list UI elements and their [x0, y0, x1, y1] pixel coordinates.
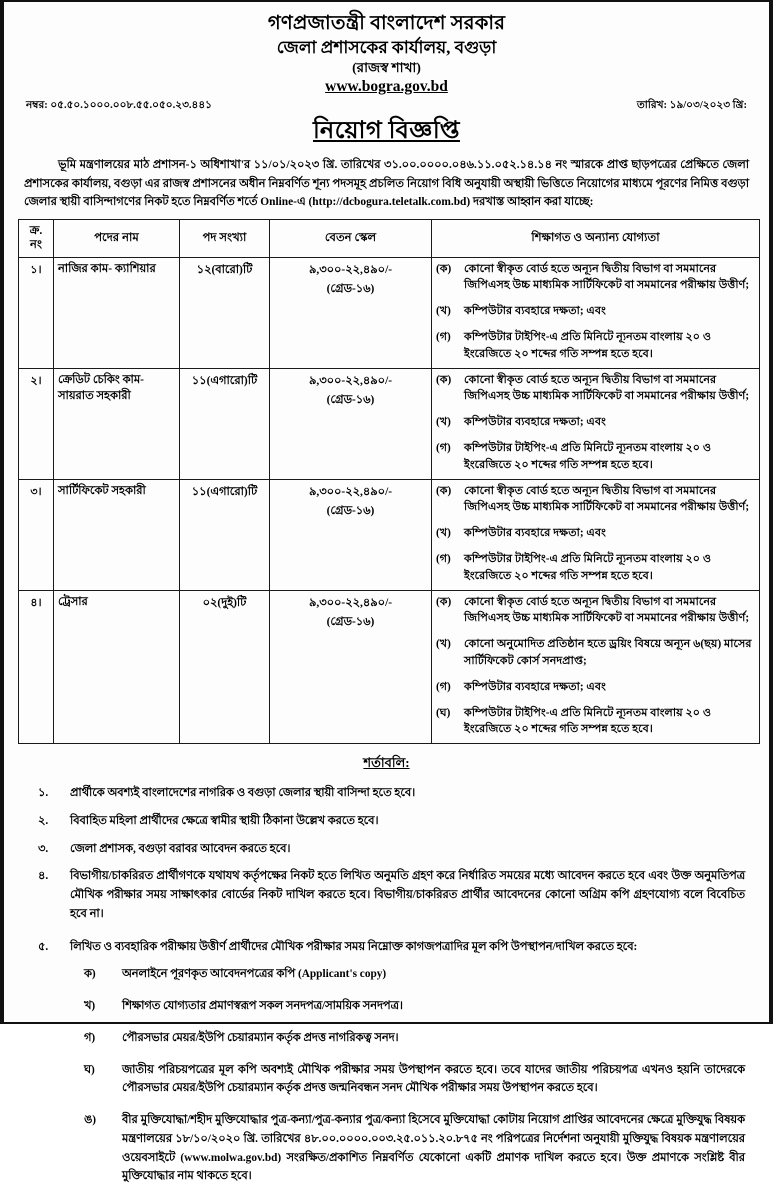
cell-pay-scale: [270, 479, 432, 590]
condition-subitem: [70, 1029, 745, 1048]
condition-text: জেলা প্রশাসক, বগুড়া বরাবর আবেদন করতে হবে।: [70, 842, 291, 855]
qualification-text: কোনো স্বীকৃত বোর্ড হতে অন্যূন দ্বিতীয় বিভাগ বা সমমানের জিপিএসহ উচ্চ মাধ্যমিক সার্টিফিকেট বা সমমানের পরীক্ষায় উত্তীর্ণ;: [464, 373, 750, 403]
qualification-text: কোনো স্বীকৃত বোর্ড হতে অন্যূন দ্বিতীয় বিভাগ বা সমমানের জিপিএসহ উচ্চ মাধ্যমিক সার্টিফিকেট বা সমমানের পরীক্ষায় উত্তীর্ণ;: [464, 484, 750, 514]
condition-submarker: গ): [84, 1031, 96, 1044]
qualification-marker: (খ): [436, 416, 451, 429]
cell-pay-scale: [270, 590, 432, 744]
th-post-count: পদ সংখ্যা: [180, 219, 270, 257]
cell-pay-scale: [270, 257, 432, 368]
table-head: [19, 219, 760, 257]
memo-date: তারিখ: ১৯/০৩/২০২৩ খ্রি:: [636, 100, 747, 112]
th-serial-line2: নং: [30, 238, 42, 252]
qualification-marker: (গ): [436, 552, 451, 565]
qualification-marker: (ক): [436, 373, 452, 386]
qualification-text: কম্পিউটার টাইপিং-এ প্রতি মিনিটে ন্যূনতম বাংলায় ২০ ও ইংরেজিতে ২০ শব্দের গতি সম্পন্ন হতে হবে।: [464, 442, 712, 471]
condition-subitem: [70, 1061, 745, 1099]
cell-qualifications: [432, 257, 760, 368]
pay-grade: (গ্রেড-১৬): [326, 283, 375, 296]
qualification-marker: (খ): [436, 527, 451, 540]
cell-post-count: ০২(দুই)টি: [180, 590, 270, 744]
page-title: নিয়োগ বিজ্ঞপ্তি: [313, 118, 460, 145]
pay-range: ৯,৩০০-২২,৪৯০/-: [308, 596, 393, 609]
cell-post-count: ১১(এগারো)টি: [180, 479, 270, 590]
condition-text: বিবাহিত মহিলা প্রার্থীদের ক্ষেত্রে স্বামীর স্থায়ী ঠিকানা উল্লেখ করতে হবে।: [70, 814, 379, 827]
condition-subitem: [70, 997, 745, 1016]
cell-qualifications: [432, 479, 760, 590]
condition-marker: ৩.: [38, 842, 49, 855]
qualification-item: [436, 594, 755, 628]
branch-name: (রাজস্ব শাখা): [352, 60, 421, 76]
condition-marker: ৪.: [38, 870, 49, 883]
cell-pay-scale: [270, 368, 432, 479]
table-header-row: [19, 219, 760, 257]
th-serial-line1: ক্র.: [29, 223, 43, 237]
pay-grade: (গ্রেড-১৬): [326, 615, 375, 628]
condition-item: [24, 938, 745, 1187]
condition-subtext: বীর মুক্তিযোদ্ধা/শহীদ মুক্তিযোদ্ধার পুত্র-কন্যা/পুত্র-কন্যার পুত্র/কন্যা হিসেবে মুক্তিযোদ্ধা কোটায় নিয়োগ প্রাপ্তির আবেদনের ক্ষেত্রে মুক্তিযুদ্ধ বিষয়ক মন্ত্রণালয়ের ১৮/১০/২০২০ খ্রি. তারিখের ৪৮.০০.০০০০.০০৩.২৫.০১১.২০.৮৭৫ নং পরিপত্রের নির্দেশনা অনুযায়ী মুক্তিযুদ্ধ বিষয়ক মন্ত্রণালয়ের ওয়েবসাইটে (www.molwa.gov.bd) সংরক্ষিত/প্রকাশিত নিম্নবর্ণিত যেকোনো একটি প্রমাণক দাখিল করতে হবে। উক্ত প্রমাণকে সংশ্লিষ্ট বীর মুক্তিযোদ্ধার নাম থাকতে হবে।: [122, 1114, 745, 1183]
condition-subtext: পৌরসভার মেয়র/ইউপি চেয়ারম্যান কর্তৃক প্রদত্ত নাগরিকত্ব সনদ।: [122, 1031, 399, 1044]
qualification-item: [436, 636, 755, 670]
pay-range: ৯,৩০০-২২,৪৯০/-: [308, 485, 393, 498]
cell-post-name: ক্রেডিট চেকিং কাম-সায়রাত সহকারী: [54, 368, 180, 479]
qualification-marker: (গ): [436, 442, 451, 454]
website-link[interactable]: www.bogra.gov.bd: [325, 77, 448, 95]
qualification-marker: (খ): [436, 305, 451, 318]
qualification-text: কম্পিউটার ব্যবহারে দক্ষতা; এবং: [464, 305, 606, 318]
qualification-item: [436, 440, 755, 474]
document-header: [18, 12, 755, 96]
qualification-text: কম্পিউটার টাইপিং-এ প্রতি মিনিটে ন্যূনতম বাংলায় ২০ ও ইংরেজিতে ২০ শব্দের গতি সম্পন্ন হতে হবে।: [464, 706, 712, 736]
qualification-text: কম্পিউটার টাইপিং-এ প্রতি মিনিটে ন্যূনতম বাংলায় ২০ ও ইংরেজিতে ২০ শব্দের গতি সম্পন্ন হতে হবে।: [464, 331, 712, 360]
cell-serial: ৪।: [19, 590, 54, 744]
pay-grade: (গ্রেড-১৬): [326, 504, 375, 517]
qualification-item: [436, 414, 755, 431]
cell-post-name: সার্টিফিকেট সহকারী: [54, 479, 180, 590]
conditions-list: [18, 784, 755, 1186]
qualification-marker: (ক): [436, 595, 452, 608]
qualification-list: [436, 261, 755, 363]
memo-line: [18, 98, 755, 114]
qualification-text: কোনো অনুমোদিত প্রতিষ্ঠান হতে ড্রয়িং বিষয়ে অন্যূন ৬(ছয়) মাসের সার্টিফিকেট কোর্স সনদপ্রাপ্ত;: [464, 638, 752, 667]
qualification-item: [436, 372, 755, 406]
condition-text: লিখিত ও ব্যবহারিক পরীক্ষায় উত্তীর্ণ প্রার্থীদের মৌখিক পরীক্ষার সময় নিম্নোক্ত কাগজপত্রাদির মূল কপি উপস্থাপন/দাখিল করতে হবে:: [70, 940, 638, 953]
condition-text: প্রার্থীকে অবশ্যই বাংলাদেশের নাগরিক ও বগুড়া জেলার স্থায়ী বাসিন্দা হতে হবে।: [70, 787, 416, 800]
cell-serial: ২।: [19, 368, 54, 479]
cell-post-count: ১২(বারো)টি: [180, 257, 270, 368]
pay-range: ৯,৩০০-২২,৪৯০/-: [308, 263, 393, 276]
office-name: জেলা প্রশাসকের কার্যালয়, বগুড়া: [276, 38, 497, 57]
condition-text: বিভাগীয়/চাকরিরত প্রার্থীগণকে যথাযথ কর্তৃপক্ষের নিকট হতে লিখিত অনুমতি গ্রহণ করে নির্ধারিত সময়ের মধ্যে আবেদন করতে হবে এবং উক্ত অনুমতিপত্র মৌখিক পরীক্ষার সময় সাক্ষাৎকার বোর্ডের নিকট দাখিল করতে হবে। বিভাগীয়/চাকরিরত প্রার্থীর আবেদনের কোনো অগ্রিম কপি গ্রহণযোগ্য বলে বিবেচিত হবে না।: [70, 870, 745, 920]
condition-item: [24, 812, 745, 831]
condition-submarker: ক): [84, 968, 96, 981]
qualification-marker: (ক): [436, 484, 452, 497]
government-name: গণপ্রজাতন্ত্রী বাংলাদেশ সরকার: [267, 13, 506, 34]
qualification-text: কোনো স্বীকৃত বোর্ড হতে অন্যূন দ্বিতীয় বিভাগ বা সমমানের জিপিএসহ উচ্চ মাধ্যমিক সার্টিফিকেট বা সমমানের পরীক্ষায় উত্তীর্ণ;: [464, 262, 750, 292]
qualification-item: [436, 679, 755, 696]
th-post-name: পদের নাম: [54, 219, 180, 257]
table-row: [19, 479, 760, 590]
table-row: [19, 590, 760, 744]
condition-marker: ৫.: [38, 940, 49, 953]
qualification-item: [436, 551, 755, 585]
table-row: [19, 257, 760, 368]
qualification-item: [436, 483, 755, 517]
page-inner: [4, 2, 769, 1199]
posts-table: [18, 219, 760, 745]
qualification-marker: (ঘ): [436, 706, 451, 719]
cell-qualifications: [432, 590, 760, 744]
condition-subitem: [70, 965, 745, 984]
condition-item: [24, 784, 745, 803]
memo-number: নম্বর: ০৫.৫০.১০০০.০০৮.৫৫.০৫০.২৩.৪৪১: [26, 100, 212, 112]
condition-subtext: জাতীয় পরিচয়পত্রের মূল কপি অবশ্যই মৌখিক পরীক্ষার সময় উপস্থাপন করতে হবে। তবে যাদের জাতীয় পরিচয়পত্র এখনও হয়নি তাদেরকে পৌরসভার মেয়র/ইউপি চেয়ারম্যান কর্তৃক প্রদত্ত জন্মনিবন্ধন সনদ মৌখিক পরীক্ষার সময় উপস্থাপন করতে হবে।: [122, 1063, 745, 1095]
qualification-list: [436, 372, 755, 474]
pay-range: ৯,৩০০-২২,৪৯০/-: [308, 374, 393, 387]
condition-submarker: খ): [84, 1000, 96, 1013]
conditions-title: শর্তাবলি:: [363, 755, 410, 771]
th-serial: [19, 219, 54, 257]
qualification-text: কম্পিউটার ব্যবহারে দক্ষতা; এবং: [464, 416, 606, 429]
condition-marker: ২.: [38, 814, 49, 827]
condition-subtext: অনলাইনে পূরণকৃত আবেদনপত্রের কপি (Applicant's copy): [122, 968, 387, 981]
table-row: [19, 368, 760, 479]
qualification-text: কম্পিউটার ব্যবহারে দক্ষতা; এবং: [464, 527, 606, 540]
condition-submarker: ঙ): [84, 1114, 97, 1127]
th-pay-scale: বেতন স্কেল: [270, 219, 432, 257]
qualification-item: [436, 303, 755, 320]
qualification-list: [436, 594, 755, 739]
cell-qualifications: [432, 368, 760, 479]
qualification-item: [436, 525, 755, 542]
qualification-item: [436, 329, 755, 363]
cell-serial: ৩।: [19, 479, 54, 590]
pay-grade: (গ্রেড-১৬): [326, 394, 375, 406]
table-body: [19, 257, 760, 744]
cell-post-name: নাজির কাম- ক্যাশিয়ার: [54, 257, 180, 368]
qualification-text: কম্পিউটার ব্যবহারে দক্ষতা; এবং: [464, 680, 606, 693]
condition-subitem: [70, 1111, 745, 1186]
qualification-marker: (গ): [436, 331, 451, 344]
qualification-marker: (খ): [436, 638, 451, 651]
qualification-text: কম্পিউটার টাইপিং-এ প্রতি মিনিটে ন্যূনতম বাংলায় ২০ ও ইংরেজিতে ২০ শব্দের গতি সম্পন্ন হতে হবে।: [464, 552, 712, 582]
condition-marker: ১.: [38, 787, 49, 800]
qualification-item: [436, 705, 755, 739]
th-qualification: শিক্ষাগত ও অন্যান্য যোগ্যতা: [432, 219, 760, 257]
qualification-marker: (গ): [436, 680, 451, 693]
condition-item: [24, 867, 745, 923]
qualification-list: [436, 483, 755, 585]
condition-item: [24, 840, 745, 859]
condition-submarker: ঘ): [84, 1063, 95, 1076]
intro-paragraph: ভূমি মন্ত্রণালয়ের মাঠ প্রশাসন-১ অধিশাখা'র ১১/০১/২০২৩ খ্রি. তারিখের ৩১.০০.০০০০.০৪৬.১১.০৫২.১৪.১৪ নং স্মারকে প্রাপ্ত ছাড়পত্রের প্রেক্ষিতে জেলা প্রশাসকের কার্যালয়, বগুড়া এর রাজস্ব প্রশাসনের অধীন নিম্নবর্ণিত শূন্য পদসমূহ প্রচলিত নিয়োগ বিধি অনুযায়ী অস্থায়ী ভিত্তিতে নিয়োগের মাধ্যমে পূরণের নিমিত্ত বগুড়া জেলার স্থায়ী বাসিন্দাগণের নিকট হতে নিম্নবর্ণিত শর্তে Online-এ (http://dcbogura.teletalk.com.bd) দরখাস্ত আহ্বান করা যাচ্ছে:: [24, 159, 749, 209]
qualification-text: কোনো স্বীকৃত বোর্ড হতে অন্যূন দ্বিতীয় বিভাগ বা সমমানের জিপিএসহ উচ্চ মাধ্যমিক সার্টিফিকেট বা সমমানের পরীক্ষায় উত্তীর্ণ;: [464, 595, 750, 625]
cell-post-name: ট্রেসার: [54, 590, 180, 744]
cell-serial: ১।: [19, 257, 54, 368]
condition-subtext: শিক্ষাগত যোগ্যতার প্রমাণস্বরূপ সকল সনদপত্র/সাময়িক সনদপত্র।: [122, 1000, 403, 1013]
qualification-item: [436, 261, 755, 295]
qualification-marker: (ক): [436, 262, 452, 275]
condition-sublist: [70, 965, 745, 1186]
cell-post-count: ১১(এগারো)টি: [180, 368, 270, 479]
